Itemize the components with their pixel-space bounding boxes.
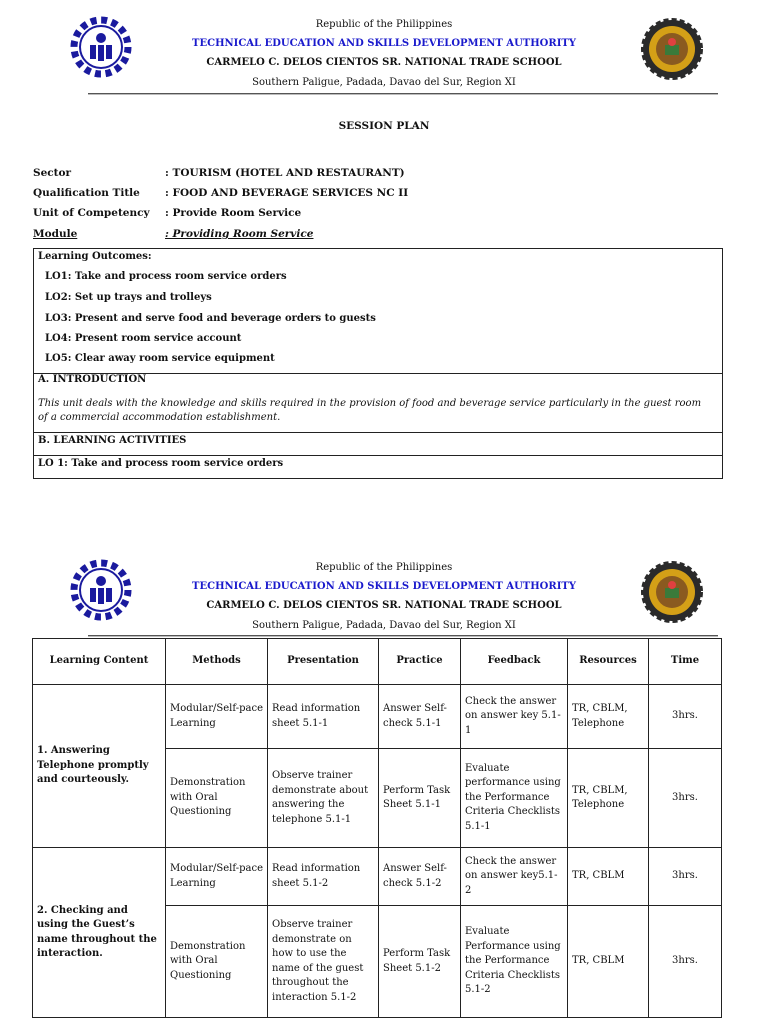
module-label: Module	[33, 228, 78, 240]
divider	[33, 432, 723, 433]
qualification-label: Qualification Title	[33, 187, 140, 199]
header-rule	[88, 93, 718, 95]
republic-line: Republic of the Philippines	[315, 19, 453, 30]
republic-line: Republic of the Philippines	[315, 562, 453, 573]
practice-cell: Perform Task Sheet 5.1-2	[379, 906, 461, 1018]
time-cell: 3hrs.	[649, 685, 722, 749]
session-table	[32, 638, 722, 1018]
school-address: Southern Paligue, Padada, Davao del Sur, Region XI	[252, 620, 516, 631]
time-cell: 3hrs.	[649, 906, 722, 1018]
activities-heading: B. LEARNING ACTIVITIES	[38, 435, 187, 446]
presentation-cell: Read information sheet 5.1-2	[268, 848, 379, 906]
agency-name: TECHNICAL EDUCATION AND SKILLS DEVELOPMENT AUTHORITY	[192, 581, 576, 592]
resources-cell: TR, CBLM	[568, 906, 649, 1018]
practice-cell: Answer Self-check 5.1-2	[379, 848, 461, 906]
resources-cell: TR, CBLM	[568, 848, 649, 906]
col-header: Practice	[379, 639, 461, 685]
intro-text: This unit deals with the knowledge and skills required in the provision of food and beverage service particularly in the guest room of a commercial accommodation establishment.	[38, 398, 702, 423]
outcome-item: LO4: Present room service account	[45, 333, 242, 344]
time-cell: 3hrs.	[649, 848, 722, 906]
feedback-cell: Evaluate Performance using the Performance Criteria Checklists 5.1-2	[461, 906, 568, 1018]
school-address: Southern Paligue, Padada, Davao del Sur, Region XI	[252, 77, 516, 88]
method-cell: Modular/Self-pace Learning	[166, 848, 268, 906]
feedback-cell: Evaluate performance using the Performance Criteria Checklists 5.1-1	[461, 749, 568, 848]
resources-cell: TR, CBLM, Telephone	[568, 685, 649, 749]
table-row	[33, 685, 722, 749]
method-cell: Demonstration with Oral Questioning	[166, 906, 268, 1018]
presentation-cell: Observe trainer demonstrate about answering the telephone 5.1-1	[268, 749, 379, 848]
table-row	[33, 848, 722, 906]
method-cell: Demonstration with Oral Questioning	[166, 749, 268, 848]
header-rule	[88, 635, 718, 637]
intro-heading: A. INTRODUCTION	[38, 374, 147, 385]
practice-cell: Answer Self-check 5.1-1	[379, 685, 461, 749]
presentation-cell: Observe trainer demonstrate on how to use the name of the guest throughout the interaction 5.1-2	[268, 906, 379, 1018]
learning-content-cell: 1. Answering Telephone promptly and courteously.	[33, 685, 166, 848]
agency-name: TECHNICAL EDUCATION AND SKILLS DEVELOPMENT AUTHORITY	[192, 38, 576, 49]
school-name: CARMELO C. DELOS CIENTOS SR. NATIONAL TRADE SCHOOL	[206, 57, 562, 68]
unit-value: : Provide Room Service	[165, 207, 302, 219]
practice-cell: Perform Task Sheet 5.1-1	[379, 749, 461, 848]
resources-cell: TR, CBLM, Telephone	[568, 749, 649, 848]
outcome-item: LO5: Clear away room service equipment	[45, 353, 275, 364]
outcome-item: LO1: Take and process room service orders	[45, 271, 287, 282]
qualification-value: : FOOD AND BEVERAGE SERVICES NC II	[165, 187, 409, 199]
time-cell: 3hrs.	[649, 749, 722, 848]
col-header: Time	[649, 639, 722, 685]
col-header: Presentation	[268, 639, 379, 685]
table-header-row	[33, 639, 722, 685]
school-name: CARMELO C. DELOS CIENTOS SR. NATIONAL TRADE SCHOOL	[206, 600, 562, 611]
presentation-cell: Read information sheet 5.1-1	[268, 685, 379, 749]
feedback-cell: Check the answer on answer key5.1-2	[461, 848, 568, 906]
learning-content-cell: 2. Checking and using the Guest’s name throughout the interaction.	[33, 848, 166, 1018]
sector-label: Sector	[33, 167, 72, 179]
col-header: Methods	[166, 639, 268, 685]
outcome-item: LO2: Set up trays and trolleys	[45, 292, 212, 303]
unit-label: Unit of Competency	[33, 207, 150, 219]
col-header: Resources	[568, 639, 649, 685]
sector-value: : TOURISM (HOTEL AND RESTAURANT)	[165, 167, 405, 179]
outcomes-heading: Learning Outcomes:	[38, 251, 152, 262]
outcome-item: LO3: Present and serve food and beverage orders to guests	[45, 313, 376, 324]
col-header: Learning Content	[33, 639, 166, 685]
feedback-cell: Check the answer on answer key 5.1-1	[461, 685, 568, 749]
document-title: SESSION PLAN	[338, 120, 430, 132]
method-cell: Modular/Self-pace Learning	[166, 685, 268, 749]
col-header: Feedback	[461, 639, 568, 685]
lo1-heading: LO 1: Take and process room service orders	[38, 458, 284, 469]
module-value: : Providing Room Service	[165, 228, 314, 240]
divider	[33, 455, 723, 456]
